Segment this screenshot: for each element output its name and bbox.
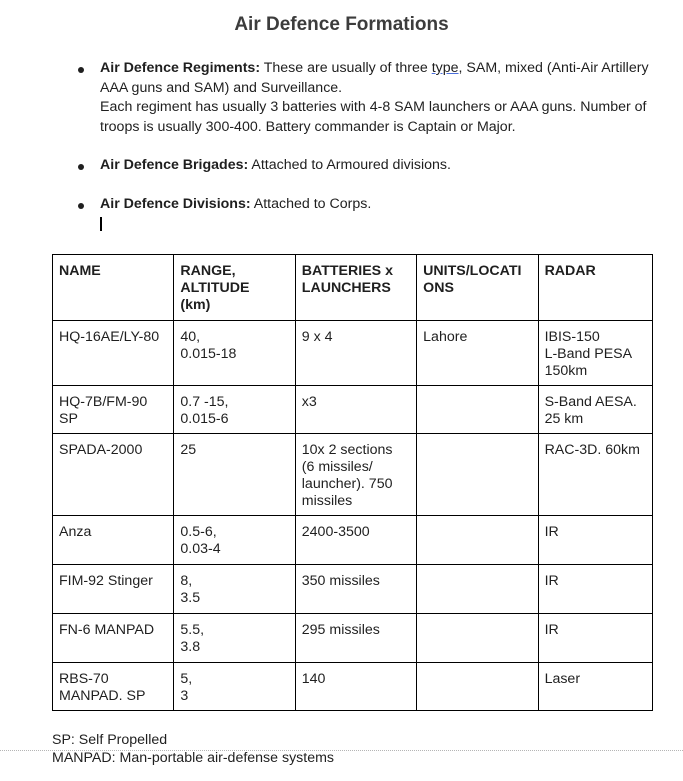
cell-text: 40, — [180, 329, 201, 345]
cell-text: 0.015-6 — [180, 411, 229, 427]
bullet-icon — [78, 203, 84, 209]
header-text: RANGE, — [180, 263, 236, 279]
cell-text: 3.8 — [180, 639, 201, 655]
formations-table — [52, 254, 653, 711]
header-text: LAUNCHERS — [301, 280, 391, 296]
table-cell-name[interactable] — [53, 386, 174, 434]
header-text: UNITS/LOCATI — [423, 263, 522, 279]
cell-text: IR — [544, 524, 559, 540]
cell-text: 9 x 4 — [301, 329, 333, 345]
bullet-text: These are usually of three — [260, 60, 432, 76]
table-cell-batteries-launchers[interactable] — [295, 386, 416, 434]
header-text: ALTITUDE — [180, 280, 250, 296]
column-header-range-altitude[interactable] — [174, 255, 295, 321]
bullet-label: Air Defence Divisions: — [100, 195, 251, 212]
table-row — [53, 321, 653, 386]
cell-text: IBIS-150 — [544, 329, 600, 345]
cell-text: SPADA-2000 — [59, 442, 143, 458]
column-header-radar[interactable] — [538, 255, 652, 321]
table-cell-name[interactable] — [53, 434, 174, 516]
cell-text: 0.5-6, — [180, 524, 217, 540]
table-cell-range-altitude[interactable] — [174, 614, 295, 663]
cell-text: launcher). 750 — [301, 476, 393, 492]
table-row — [53, 434, 653, 516]
table-cell-range-altitude[interactable] — [174, 386, 295, 434]
cell-text: 0.03-4 — [180, 541, 221, 557]
table-cell-units-locations[interactable] — [417, 321, 538, 386]
table-header-row — [53, 255, 653, 321]
bullet-text: Attached to Corps. — [250, 195, 372, 212]
bullet-label: Air Defence Brigades: — [100, 157, 249, 173]
table-cell-range-altitude[interactable] — [174, 663, 295, 711]
table-cell-batteries-launchers[interactable] — [295, 663, 416, 711]
cell-text: IR — [544, 622, 559, 638]
cell-text: 140 — [301, 671, 326, 687]
cell-text: 10x 2 sections — [301, 442, 393, 458]
column-header-name[interactable] — [53, 255, 174, 321]
bullet-text-line2: Each regiment has usually 3 batteries with 4-8 SAM launchers or AAA guns. Number of troops is usually 300-400. Battery commander is Captain or Major. — [100, 99, 647, 135]
footnotes — [52, 731, 334, 767]
table-cell-range-altitude[interactable] — [174, 321, 295, 386]
table-cell-units-locations[interactable] — [417, 386, 538, 434]
bullet-air-defence-brigades[interactable] — [80, 156, 665, 176]
table-row — [53, 516, 653, 565]
cell-text: 295 missiles — [301, 622, 380, 638]
cell-text: Anza — [59, 524, 92, 540]
cell-text: 8, — [180, 573, 193, 589]
cell-text: 25 km — [544, 411, 584, 427]
cell-text: RBS-70 — [59, 671, 109, 687]
cell-text: L-Band PESA — [544, 346, 633, 362]
cell-text: 0.015-18 — [180, 346, 237, 362]
table-cell-radar[interactable] — [538, 516, 652, 565]
bullet-label: Air Defence Regiments: — [100, 60, 261, 76]
table-row — [53, 386, 653, 434]
header-text: RADAR — [544, 263, 596, 279]
table-cell-units-locations[interactable] — [417, 565, 538, 614]
table-cell-units-locations[interactable] — [417, 516, 538, 565]
cell-text: S-Band AESA. — [544, 394, 637, 410]
column-header-units-locations[interactable] — [417, 255, 538, 321]
table-cell-radar[interactable] — [538, 434, 652, 516]
footnote-manpad[interactable]: MANPAD: Man-portable air-defense systems — [52, 750, 335, 766]
cell-text: 25 — [180, 442, 197, 458]
table-row — [53, 614, 653, 663]
header-text: BATTERIES x — [301, 263, 393, 279]
table-row — [53, 663, 653, 711]
cell-text: HQ-16AE/LY-80 — [59, 329, 160, 345]
bullet-icon — [78, 164, 84, 170]
table-cell-range-altitude[interactable] — [174, 434, 295, 516]
cell-text: 2400-3500 — [301, 524, 370, 540]
cell-text: HQ-7B/FM-90 — [59, 394, 148, 410]
bullet-text: , SAM, mixed (Anti-Air Artillery AAA guns and SAM) and Surveillance. — [100, 60, 649, 96]
bullet-icon — [78, 67, 84, 73]
table-cell-radar[interactable] — [538, 565, 652, 614]
cell-text: IR — [544, 573, 559, 589]
column-header-batteries-launchers[interactable] — [295, 255, 416, 321]
cell-text: 3.5 — [180, 590, 201, 606]
cell-text: FN-6 MANPAD — [59, 622, 155, 638]
table-cell-radar[interactable] — [538, 614, 652, 663]
cell-text: MANPAD. SP — [59, 688, 146, 704]
table-cell-radar[interactable] — [538, 386, 652, 434]
header-text: ONS — [423, 280, 454, 296]
cell-text: 5, — [180, 671, 193, 687]
table-row — [53, 565, 653, 614]
cell-text: 150km — [544, 363, 588, 379]
cell-text: FIM-92 Stinger — [59, 573, 153, 589]
table-cell-name[interactable] — [53, 516, 174, 565]
cell-text: Lahore — [423, 329, 468, 345]
table-cell-batteries-launchers[interactable] — [295, 321, 416, 386]
table-cell-name[interactable] — [53, 614, 174, 663]
bullet-air-defence-divisions[interactable] — [80, 195, 665, 215]
table-cell-batteries-launchers[interactable] — [295, 434, 416, 516]
bullet-list — [80, 59, 665, 214]
cell-text: 5.5, — [180, 622, 205, 638]
table-cell-radar[interactable] — [538, 321, 652, 386]
cell-text: 3 — [180, 688, 189, 704]
cell-text: x3 — [301, 394, 317, 410]
cell-text: 0.7 -15, — [180, 394, 229, 410]
table-cell-name[interactable] — [53, 663, 174, 711]
bullet-text: Attached to Armoured divisions. — [248, 157, 451, 173]
table-cell-name[interactable] — [53, 321, 174, 386]
table-cell-name[interactable] — [53, 565, 174, 614]
table-cell-range-altitude[interactable] — [174, 565, 295, 614]
header-text: (km) — [180, 297, 211, 313]
cell-text: SP — [59, 411, 78, 427]
header-text: NAME — [59, 263, 101, 279]
cell-text: 350 missiles — [301, 573, 380, 589]
spellcheck-word[interactable]: type — [431, 60, 459, 76]
table-cell-batteries-launchers[interactable] — [295, 614, 416, 663]
bullet-air-defence-regiments[interactable] — [80, 59, 665, 137]
table-cell-batteries-launchers[interactable] — [295, 516, 416, 565]
cell-text: Laser — [544, 671, 581, 687]
table-cell-range-altitude[interactable] — [174, 516, 295, 565]
table-cell-radar[interactable] — [538, 663, 652, 711]
table-cell-units-locations[interactable] — [417, 614, 538, 663]
table-cell-units-locations[interactable] — [417, 434, 538, 516]
table-cell-batteries-launchers[interactable] — [295, 565, 416, 614]
footnote-sp[interactable]: SP: Self Propelled — [52, 732, 168, 748]
cell-text: missiles — [301, 493, 353, 509]
page-title: Air Defence Formations — [234, 14, 449, 35]
table-cell-units-locations[interactable] — [417, 663, 538, 711]
cell-text: RAC-3D. 60km — [544, 442, 640, 458]
text-cursor — [100, 217, 102, 231]
cell-text: (6 missiles/ — [301, 459, 373, 475]
